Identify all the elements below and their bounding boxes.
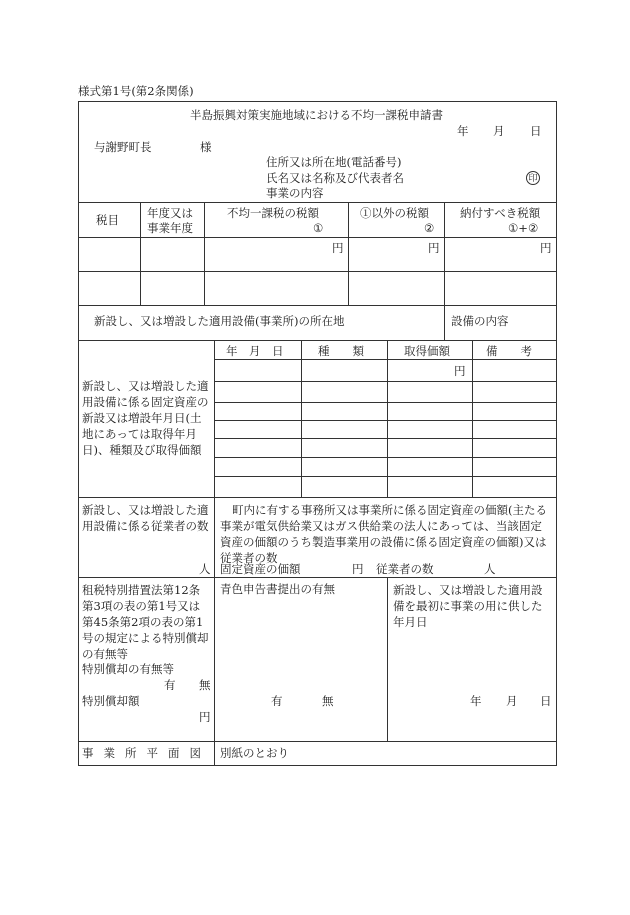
depreciation-presence-label: 特別償却の有無等 xyxy=(82,662,174,676)
divider xyxy=(348,202,349,305)
blue-return-label: 青色申告書提出の有無 xyxy=(220,582,335,596)
yen-unit: 円 xyxy=(332,241,344,255)
divider xyxy=(78,271,557,272)
facility-location-label: 新設し、又は増設した適用設備(事業所)の所在地 xyxy=(94,314,345,328)
depreciation-amount-label: 特別償却額 xyxy=(82,694,140,708)
blue-return-no: 無 xyxy=(322,694,334,708)
addressee-name: 与謝野町長 xyxy=(94,140,152,154)
assets-date-header: 年 月 日 xyxy=(226,344,284,358)
yen-unit: 円 xyxy=(454,364,466,378)
first-use-day-label: 日 xyxy=(540,694,552,708)
first-use-month-label: 月 xyxy=(506,694,518,708)
divider xyxy=(387,340,388,497)
date-month-label: 月 xyxy=(493,124,505,138)
other-tax-number: ② xyxy=(424,221,435,235)
assets-price-header: 取得価額 xyxy=(404,344,450,358)
addressee-honorific: 様 xyxy=(200,140,212,154)
applicant-address-label: 住所又は所在地(電話番号) xyxy=(266,155,402,169)
employees-description: 町内に有する事務所又は事業所に係る固定資産の価額(主たる事業が電気供給業又はガス供給業の法人にあっては、当該固定資産の価額のうち製造事業用の設備に係る固定資産の価額)又は従業者の数 xyxy=(220,503,547,565)
payable-tax-number: ①+② xyxy=(508,221,539,235)
assets-label: 新設し、又は増設した適用設備に係る固定資産の新設又は増設年月日(土地にあっては取得年月日)、種類及び取得価額 xyxy=(82,379,209,457)
form-label: 様式第1号(第2条関係) xyxy=(78,84,194,98)
floor-plan-label: 事業所平面図 xyxy=(82,746,211,760)
yen-unit: 円 xyxy=(199,710,211,724)
form-title: 半島振興対策実施地域における不均一課税申請書 xyxy=(190,108,443,122)
divider xyxy=(214,438,557,439)
asset-value-label: 固定資産の価額 xyxy=(220,562,301,576)
divider xyxy=(78,305,557,306)
yen-unit: 円 xyxy=(428,241,440,255)
facility-content-label: 設備の内容 xyxy=(451,314,509,328)
other-tax-header: ①以外の税額 xyxy=(360,206,429,220)
divider xyxy=(214,402,557,403)
divider xyxy=(214,340,215,765)
divider xyxy=(78,202,557,203)
depreciation-yes: 有 xyxy=(164,678,176,692)
employee-count-label: 従業者の数 xyxy=(376,562,434,576)
first-use-date-label: 新設し、又は増設した適用設備を最初に事業の用に供した年月日 xyxy=(393,583,543,629)
date-year-label: 年 xyxy=(457,124,469,138)
yen-unit: 円 xyxy=(352,562,364,576)
divider xyxy=(78,577,557,578)
divider xyxy=(78,237,557,238)
floor-plan-value: 別紙のとおり xyxy=(220,746,289,760)
divider xyxy=(214,381,557,382)
depreciation-no: 無 xyxy=(199,678,211,692)
yen-unit: 円 xyxy=(540,241,552,255)
person-unit: 人 xyxy=(199,562,211,576)
divider xyxy=(214,476,557,477)
divider xyxy=(214,359,557,360)
divider xyxy=(78,497,557,498)
assets-note-header: 備 考 xyxy=(486,344,532,358)
date-day-label: 日 xyxy=(530,124,542,138)
fiscal-year-header-line2: 事業年度 xyxy=(147,221,193,235)
blue-return-yes: 有 xyxy=(271,694,283,708)
divider xyxy=(387,577,388,741)
seal-mark: 印 xyxy=(526,171,540,185)
divider xyxy=(140,202,141,305)
person-unit: 人 xyxy=(484,562,496,576)
assets-type-header: 種 類 xyxy=(318,344,364,358)
uneven-tax-header: 不均一課税の税額 xyxy=(227,206,319,220)
applicant-name-label: 氏名又は名称及び代表者名 xyxy=(266,171,404,185)
divider xyxy=(78,741,557,742)
divider xyxy=(214,457,557,458)
divider xyxy=(444,202,445,340)
special-depreciation-label: 租税特別措置法第12条第3項の表の第1号又は第45条第2項の表の第1号の規定による特別償却の有無等 xyxy=(82,583,209,661)
divider xyxy=(301,340,302,497)
employees-label: 新設し、又は増設した適用設備に係る従業者の数 xyxy=(82,503,209,533)
fiscal-year-header-line1: 年度又は xyxy=(147,206,193,220)
first-use-year-label: 年 xyxy=(470,694,482,708)
divider xyxy=(204,202,205,305)
uneven-tax-number: ① xyxy=(313,221,324,235)
payable-tax-header: 納付すべき税額 xyxy=(460,206,541,220)
tax-item-header: 税目 xyxy=(96,213,119,227)
divider xyxy=(78,340,557,341)
divider xyxy=(472,340,473,497)
applicant-business-label: 事業の内容 xyxy=(266,186,324,200)
divider xyxy=(214,420,557,421)
